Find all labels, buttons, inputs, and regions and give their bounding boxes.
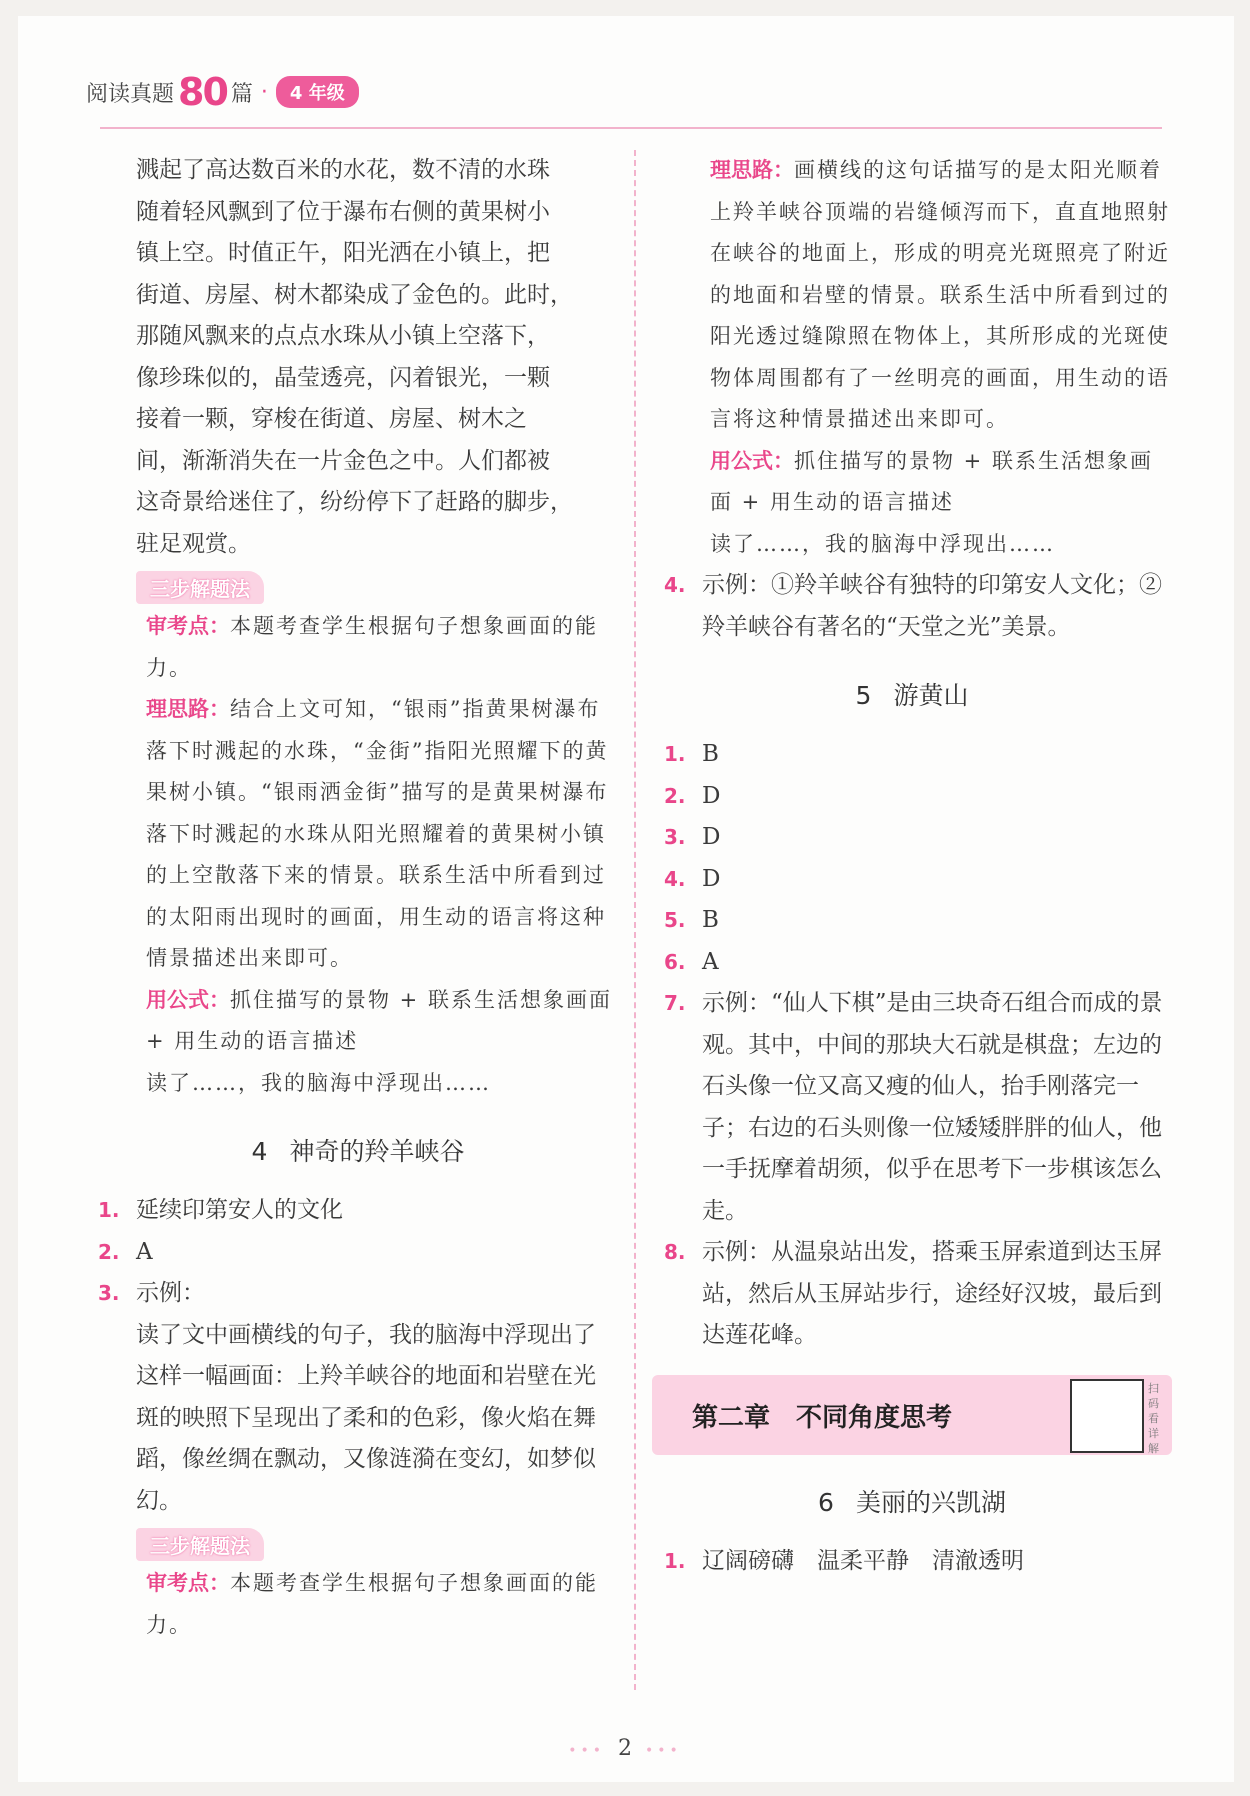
answer-text: A xyxy=(136,1238,153,1265)
answer-item xyxy=(664,776,1172,818)
page-number: 2 xyxy=(618,1736,632,1761)
answer-number: 5. xyxy=(664,908,686,932)
answer-text: B xyxy=(702,907,719,933)
answer-item xyxy=(98,1232,618,1274)
answer-item xyxy=(652,565,1172,648)
exam-point-label: 审考点： xyxy=(146,1571,230,1595)
exam-point-label: 审考点： xyxy=(146,614,230,638)
exam-point-text: 本题考查学生根据句子想象画面的能力。 xyxy=(146,614,598,680)
section-title: 游黄山 xyxy=(893,681,969,710)
answer-template: 读了……，我的脑海中浮现出…… xyxy=(146,1070,491,1095)
formula-label: 用公式： xyxy=(710,448,794,473)
left-column xyxy=(98,150,618,1646)
answer-item xyxy=(664,983,1172,1232)
book-title-suffix: 篇 xyxy=(230,81,253,107)
section-title: 美丽的兴凯湖 xyxy=(855,1487,1006,1517)
answer-text: A xyxy=(702,948,719,975)
chapter-title: 第二章 不同角度思考 xyxy=(692,1402,953,1433)
answer-text: D xyxy=(702,824,721,850)
qr-code-icon[interactable] xyxy=(1070,1379,1144,1453)
answer-list-5 xyxy=(652,734,1172,1357)
exam-point xyxy=(98,606,618,689)
answer-item xyxy=(652,1541,1172,1583)
section-title: 神奇的羚羊峡谷 xyxy=(289,1137,465,1166)
right-column xyxy=(652,150,1172,1582)
book-title: 阅读真题 xyxy=(86,81,175,107)
answer-item xyxy=(664,942,1172,984)
answer-number: 4. xyxy=(664,573,686,597)
qr-caption: 扫码看详解 xyxy=(1148,1381,1159,1455)
answer-item xyxy=(664,900,1172,942)
page-footer xyxy=(0,1736,1250,1761)
book-number: 80 xyxy=(178,70,227,114)
answer-text: B xyxy=(702,741,719,767)
passage-line: 镇上空。时值正午，阳光洒在小镇上，把 xyxy=(136,240,550,266)
exam-point-text: 本题考查学生根据句子想象画面的能力。 xyxy=(146,1571,598,1637)
passage xyxy=(98,150,618,565)
section-number: 6 xyxy=(818,1487,834,1517)
answer-item xyxy=(98,1190,618,1232)
passage-line: 这奇景给迷住了，纷纷停下了赶路的脚步， xyxy=(136,489,573,515)
three-step-badge: 三步解题法 xyxy=(136,571,264,604)
reasoning-text: 结合上文可知，“银雨”指黄果树瀑布落下时溅起的水珠，“金街”指阳光照耀下的黄果树小镇。“银雨洒金街”描写的是黄果树瀑布落下时溅起的水珠从阳光照耀着的黄果树小镇的上空散落下来的情景。联系生活中所看到过的太阳雨出现时的画面，用生动的语言将这种情景描述出来即可。 xyxy=(146,697,609,970)
answer-item xyxy=(664,1232,1172,1357)
answer-number: 1. xyxy=(98,1198,120,1222)
passage-line: 间，渐渐消失在一片金色之中。人们都被 xyxy=(136,447,550,474)
answer-template: 读了……，我的脑海中浮现出…… xyxy=(710,531,1055,556)
reasoning xyxy=(652,150,1172,441)
answer-text: 示例： xyxy=(136,1280,205,1306)
chapter-banner xyxy=(652,1375,1172,1455)
reasoning-label: 理思路： xyxy=(146,697,230,721)
answer-number: 3. xyxy=(98,1281,120,1305)
answer-text: 示例：“仙人下棋”是由三块奇石组合而成的景观。其中，中间的那块大石就是棋盘；左边的石头像一位又高又瘦的仙人，抬手刚落完一子；右边的石头则像一位矮矮胖胖的仙人，他一手抚摩着胡须，似乎在思考下一步棋该怎么走。 xyxy=(702,990,1163,1224)
answer-text: 辽阔磅礴 温柔平静 清澈透明 xyxy=(702,1547,1024,1574)
answer-number: 4. xyxy=(664,866,686,891)
formula-text: 抓住描写的景物 + 联系生活想象画面 + 用生动的语言描述 xyxy=(710,448,1153,514)
three-step-badge: 三步解题法 xyxy=(136,1528,264,1561)
answer-number: 8. xyxy=(664,1240,686,1264)
footer-dots-right: ••• xyxy=(645,1743,682,1759)
formula-text: 抓住描写的景物 + 联系生活想象画面 + 用生动的语言描述 xyxy=(146,987,612,1053)
section-heading-5 xyxy=(652,676,1172,712)
formula-label: 用公式： xyxy=(146,987,230,1012)
passage-line: 那随风飘来的点点水珠从小镇上空落下， xyxy=(136,323,550,349)
answer-3-body: 读了文中画横线的句子，我的脑海中浮现出了这样一幅画面：上羚羊峡谷的地面和岩壁在光斑的映照下呈现出了柔和的色彩，像火焰在舞蹈，像丝绸在飘动，又像涟漪在变幻，如梦似幻。 xyxy=(136,1321,596,1514)
answer-text: 延续印第安人的文化 xyxy=(136,1197,343,1223)
answer-number: 3. xyxy=(664,825,686,849)
answer-item xyxy=(664,817,1172,859)
answer-item xyxy=(664,859,1172,901)
passage-line: 接着一颗，穿梭在街道、房屋、树木之 xyxy=(136,406,527,432)
answer-text: 示例：从温泉站出发，搭乘玉屏索道到达玉屏站，然后从玉屏站步行，途经好汉坡，最后到达莲花峰。 xyxy=(702,1239,1162,1348)
passage-line: 驻足观赏。 xyxy=(136,530,251,557)
answer-text: D xyxy=(702,782,721,809)
footer-dots-left: ••• xyxy=(568,1743,605,1759)
reasoning-text: 画横线的这句话描写的是太阳光顺着上羚羊峡谷顶端的岩缝倾泻而下，直直地照射在峡谷的地面上，形成的明亮光斑照亮了附近的地面和岩壁的情景。联系生活中所看到过的阳光透过缝隙照在物体上，其所形成的光斑使物体周围都有了一丝明亮的画面，用生动的语言将这种情景描述出来即可。 xyxy=(710,158,1170,431)
answer-number: 1. xyxy=(664,742,686,766)
formula xyxy=(98,980,618,1063)
answer-number: 7. xyxy=(664,991,686,1015)
column-divider xyxy=(634,150,636,1690)
answer-text: 示例：①羚羊峡谷有独特的印第安人文化；②羚羊峡谷有著名的“天堂之光”美景。 xyxy=(702,572,1162,640)
header-dot: · xyxy=(260,79,268,105)
section-heading-6 xyxy=(652,1483,1172,1519)
answer-number: 6. xyxy=(664,949,686,974)
section-heading-4 xyxy=(98,1132,618,1168)
answer-text: D xyxy=(702,865,721,892)
reasoning-label: 理思路： xyxy=(710,158,794,182)
answer-number: 1. xyxy=(664,1548,686,1573)
grade-badge: 4 年级 xyxy=(276,76,359,108)
answer-item xyxy=(664,734,1172,776)
answer-number: 2. xyxy=(664,783,686,808)
section-number: 4 xyxy=(251,1137,268,1166)
passage-line: 随着轻风飘到了位于瀑布右侧的黄果树小 xyxy=(136,198,550,225)
formula xyxy=(652,441,1172,524)
reasoning xyxy=(98,689,618,980)
passage-line: 街道、房屋、树木都染成了金色的。此时， xyxy=(136,281,573,308)
exam-point xyxy=(98,1563,618,1646)
answer-item xyxy=(98,1273,618,1315)
answer-number: 2. xyxy=(98,1239,120,1264)
book-header xyxy=(86,72,359,112)
passage-line: 像珍珠似的，晶莹透亮，闪着银光，一颗 xyxy=(136,364,550,391)
section-number: 5 xyxy=(855,681,872,710)
passage-line: 溅起了高达数百米的水花，数不清的水珠 xyxy=(136,157,550,183)
header-divider xyxy=(100,127,1162,129)
